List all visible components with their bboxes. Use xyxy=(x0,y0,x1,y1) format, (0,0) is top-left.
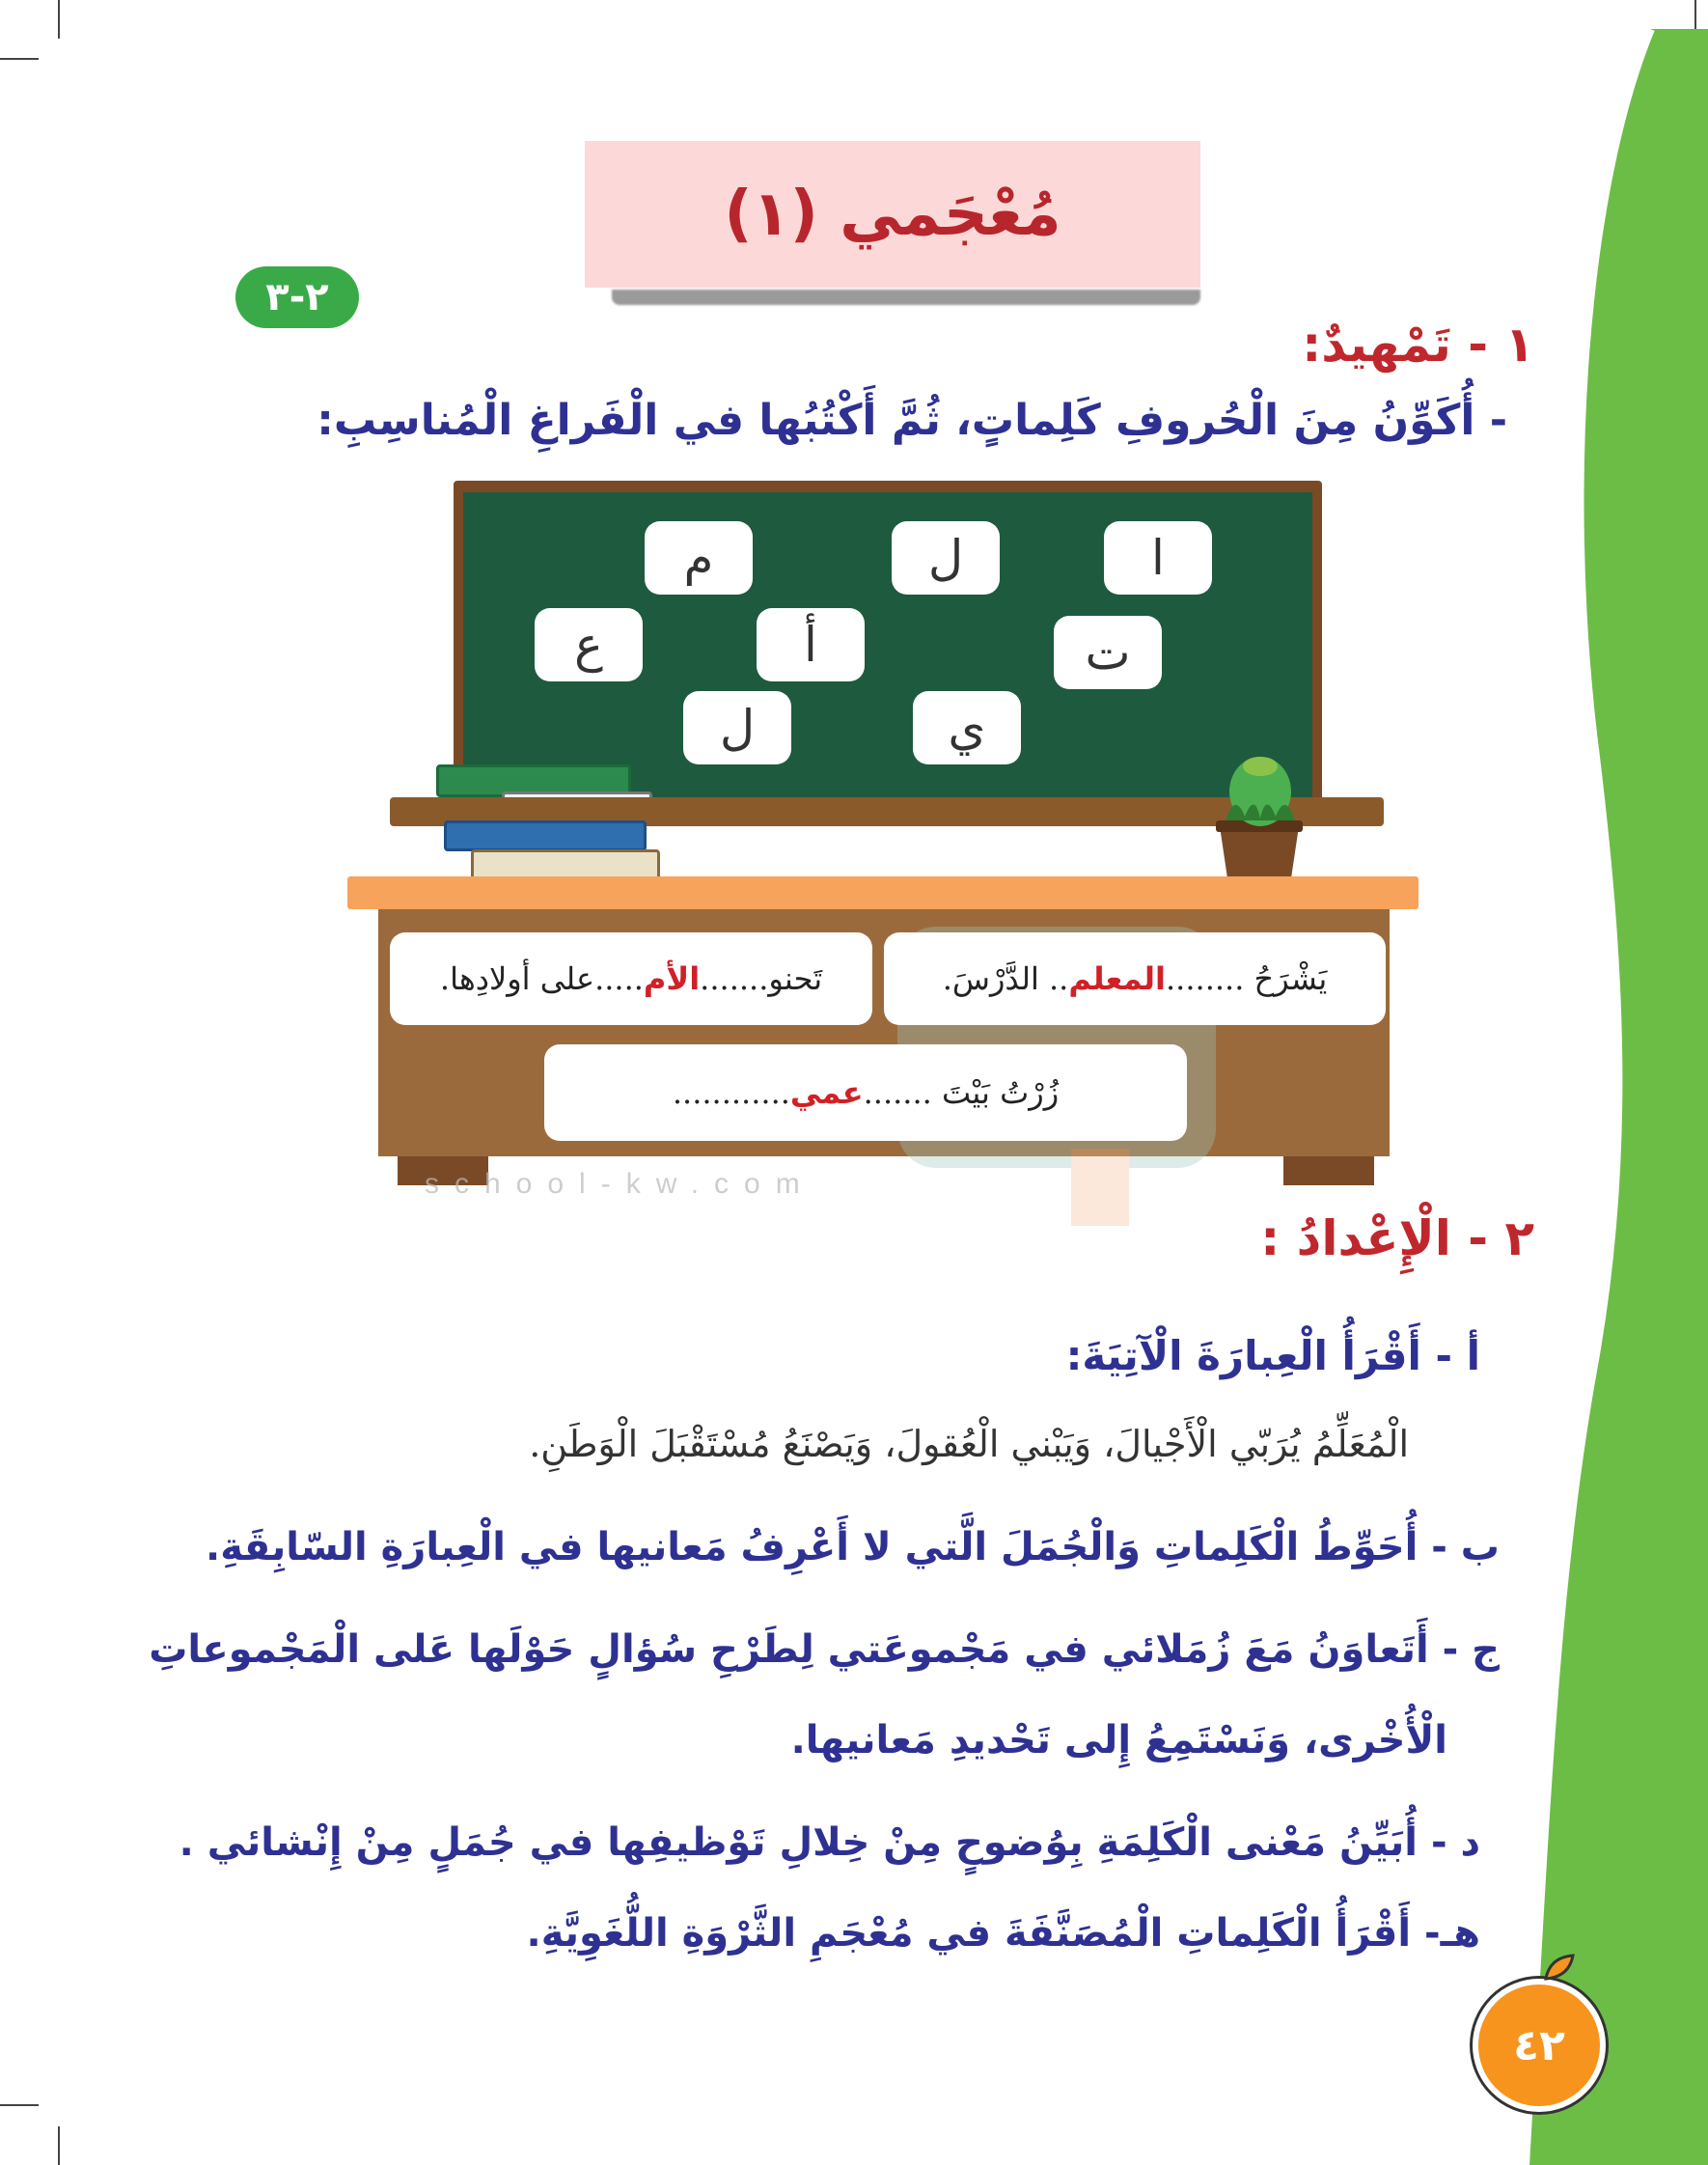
section2-number: ٢ - xyxy=(1468,1210,1534,1266)
item-c-line2: الْأُخْرى، وَنَسْتَمِعُ إِلى تَحْديدِ مَعانيها. xyxy=(790,1718,1447,1763)
item-text: أَقْرَأُ الْعِبارَةَ الْآتِيَةَ: xyxy=(1065,1332,1421,1379)
section1-heading xyxy=(1302,317,1534,373)
item-c-line1 xyxy=(149,1627,1500,1672)
sentence-text: .....على أولادِها. xyxy=(439,960,644,997)
item-letter: أ - xyxy=(1435,1332,1480,1379)
letter-tile[interactable]: ع xyxy=(535,608,643,681)
letter-tile[interactable]: ي xyxy=(913,691,1021,764)
item-text: أَتَعاوَنُ مَعَ زُمَلائي في مَجْموعَتي لِطَرْحِ سُؤالٍ حَوْلَها عَلى الْمَجْموعاتِ xyxy=(149,1627,1429,1672)
sentence-card-2 xyxy=(390,932,872,1025)
page-number: ٤٢ xyxy=(1473,1979,1606,2112)
item-d xyxy=(179,1820,1480,1865)
watermark-url: school-kw.com xyxy=(425,1168,815,1200)
crop-mark xyxy=(58,0,60,39)
title-shadow xyxy=(612,290,1200,305)
item-a-quote: الْمُعَلِّمُ يُرَبّي الْأَجْيالَ، وَيَبْني الْعُقولَ، وَيَصْنَعُ مُسْتَقْبَلَ الْوَطَنِ. xyxy=(529,1423,1409,1465)
crop-mark xyxy=(58,2126,60,2165)
item-b xyxy=(206,1525,1500,1569)
section1-instruction: - أُكَوِّنُ مِنَ الْحُروفِ كَلِماتٍ، ثُمَّ أَكْتُبُها في الْفَراغِ الْمُناسِبِ: xyxy=(317,396,1507,445)
item-letter: ب - xyxy=(1431,1525,1500,1569)
title-banner xyxy=(585,141,1200,288)
letter-tile[interactable]: م xyxy=(645,521,753,595)
leaf-icon xyxy=(1540,1950,1579,1988)
sentence-text: .. الدَّرْسَ. xyxy=(942,960,1069,997)
item-text: أُبَيِّنُ مَعْنى الْكَلِمَةِ بِوُضوحٍ مِنْ خِلالِ تَوْظيفِها في جُمَلٍ مِنْ إِنْشائي . xyxy=(179,1820,1418,1865)
sentence-text: زُرْتُ بَيْتَ ....... xyxy=(863,1074,1060,1111)
crop-mark xyxy=(0,58,39,60)
crop-mark xyxy=(0,2104,39,2106)
book xyxy=(444,820,647,851)
item-e xyxy=(527,1911,1481,1956)
letter-tile[interactable]: أ xyxy=(757,608,865,681)
lesson-badge: ٢-٣ xyxy=(235,266,359,328)
page-title: مُعْجَمي (١) xyxy=(724,179,1061,250)
sentence-card-3 xyxy=(544,1044,1187,1141)
letter-tile[interactable]: ل xyxy=(892,521,1000,595)
letter-tile[interactable]: ا xyxy=(1104,521,1212,595)
item-text: أَقْرَأُ الْكَلِماتِ الْمُصَنَّفَةَ في مُعْجَمِ الثَّرْوَةِ اللُّغَوِيَّةِ. xyxy=(526,1911,1412,1956)
answer-word[interactable]: الأم xyxy=(643,960,701,997)
sentence-text: تَحنو....... xyxy=(700,960,823,997)
answer-word[interactable]: المعلم xyxy=(1068,960,1166,997)
desk-foot xyxy=(1283,1156,1374,1185)
item-letter: د - xyxy=(1430,1820,1480,1865)
letter-tile[interactable]: ت xyxy=(1054,616,1162,689)
letter-tile[interactable]: ل xyxy=(683,691,791,764)
section1-number: ١ - xyxy=(1468,317,1534,373)
answer-word[interactable]: عمي xyxy=(789,1074,864,1111)
section1-label: تَمْهيدٌ: xyxy=(1302,317,1451,373)
item-letter: هـ- xyxy=(1423,1911,1480,1956)
sentence-text: ............ xyxy=(672,1074,790,1111)
plant-icon xyxy=(1206,753,1312,880)
sentence-text: يَشْرَحُ ........ xyxy=(1166,960,1328,997)
item-text: أُحَوِّطُ الْكَلِماتِ وَالْجُمَلَ الَّتي لا أَعْرِفُ مَعانيها في الْعِبارَةِ السّابِقَةِ. xyxy=(206,1525,1419,1569)
item-a xyxy=(1066,1332,1480,1379)
section2-label: الْإِعْدادُ : xyxy=(1260,1210,1451,1266)
sentence-card-1 xyxy=(884,932,1386,1025)
section2-heading xyxy=(1260,1210,1534,1266)
item-letter: ج - xyxy=(1442,1627,1500,1672)
